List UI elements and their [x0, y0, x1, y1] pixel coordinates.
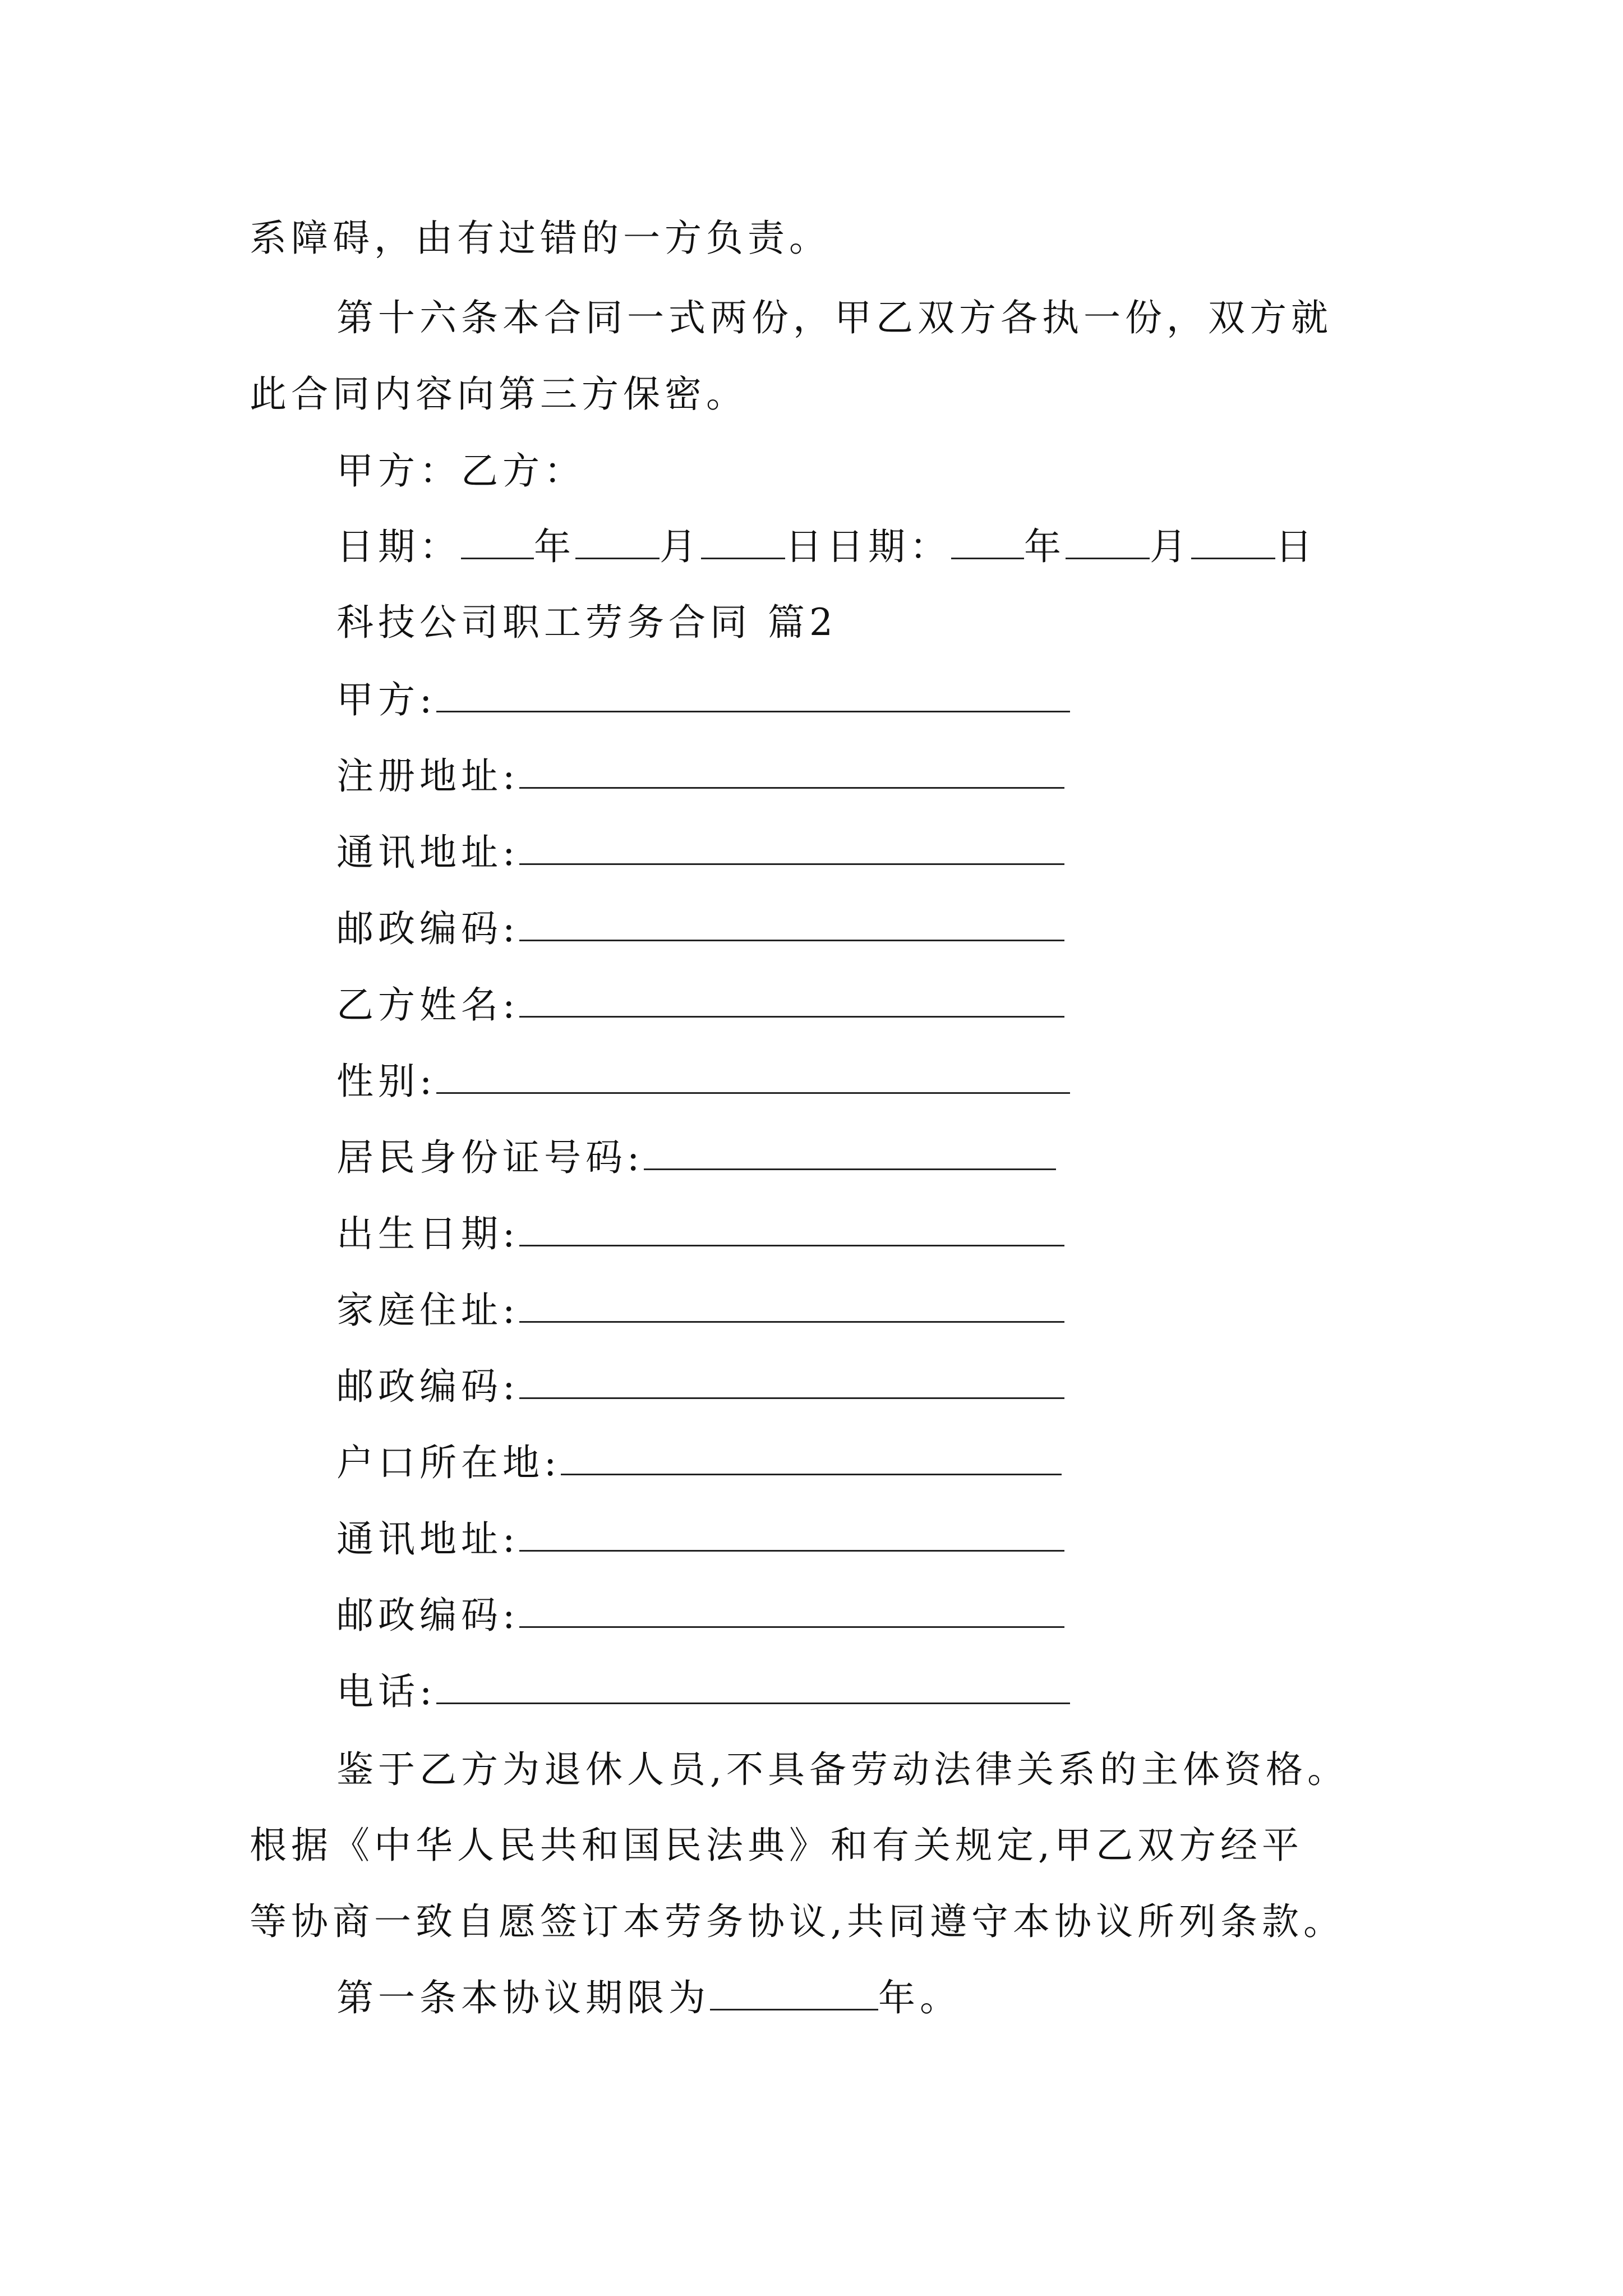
field-blank: [519, 1366, 1064, 1399]
field-label: 通讯地址:: [336, 1517, 520, 1561]
field-postal-code: [336, 1364, 1064, 1409]
month-label: 月: [660, 525, 701, 568]
signature-parties: 甲方：乙方：: [336, 449, 585, 493]
field-blank: [519, 756, 1064, 789]
field-registered-address: [336, 754, 1064, 799]
field-household-registration: [336, 1441, 1062, 1485]
year-label: 年: [1024, 525, 1066, 568]
field-id-number: [336, 1135, 1056, 1180]
field-label: 通讯地址:: [336, 831, 520, 874]
field-party-b-name: [336, 983, 1064, 1028]
field-blank: [561, 1442, 1062, 1475]
field-birth-date: [336, 1212, 1064, 1257]
field-blank: [436, 679, 1070, 712]
day-label: 日: [1275, 525, 1317, 568]
field-blank: [519, 984, 1064, 1018]
field-label: 注册地址:: [336, 754, 520, 798]
field-phone: [336, 1669, 1070, 1714]
year-label: 年: [534, 525, 575, 568]
field-party-a: [336, 678, 1070, 723]
date-line: [336, 524, 1317, 569]
field-label: 户口所在地:: [336, 1441, 561, 1484]
paragraph-line: 第十六条本合同一式两份，甲乙双方各执一份，双方就: [336, 296, 1332, 339]
field-blank: [436, 1671, 1070, 1704]
field-label: 邮政编码:: [336, 1365, 520, 1408]
field-blank: [519, 908, 1064, 941]
month-label: 月: [1150, 525, 1191, 568]
blank-line: [701, 528, 785, 559]
field-blank: [436, 1061, 1070, 1094]
clause-text: 第一条本协议期限为: [336, 1976, 710, 2019]
field-blank: [519, 1290, 1064, 1323]
clause-term: [336, 1976, 961, 2021]
blank-line: [461, 528, 534, 559]
date-label: 日期：: [336, 525, 461, 568]
paragraph-line: 根据《中华人民共和国民法典》和有关规定,甲乙双方经平: [250, 1824, 1303, 1867]
paragraph-line: 鉴于乙方为退休人员,不具备劳动法律关系的主体资格。: [336, 1748, 1349, 1791]
field-mailing-address: [336, 830, 1064, 875]
field-label: 电话:: [336, 1670, 437, 1713]
field-home-address: [336, 1288, 1064, 1333]
field-blank: [519, 1213, 1064, 1246]
field-blank: [519, 832, 1064, 865]
blank-line: [1066, 528, 1150, 559]
field-blank: [519, 1519, 1064, 1552]
field-postal-code: [336, 907, 1064, 951]
field-label: 邮政编码:: [336, 1594, 520, 1637]
field-label: 乙方姓名:: [336, 983, 520, 1027]
blank-line: [951, 528, 1024, 559]
term-blank: [710, 1980, 878, 2010]
blank-line: [575, 528, 660, 559]
field-mailing-address: [336, 1517, 1064, 1562]
paragraph-line: 此合同内容向第三方保密。: [250, 372, 748, 416]
paragraph-line: 系障碍，由有过错的一方负责。: [250, 217, 831, 260]
field-label: 性别:: [336, 1060, 437, 1103]
blank-line: [1191, 528, 1275, 559]
day-date-label: 日日期：: [785, 525, 951, 568]
field-postal-code: [336, 1593, 1064, 1638]
field-blank: [644, 1137, 1056, 1170]
field-label: 出生日期:: [336, 1212, 520, 1255]
section-title: 科技公司职工劳务合同 篇2: [336, 601, 837, 644]
field-blank: [519, 1595, 1064, 1628]
field-label: 甲方:: [336, 678, 437, 721]
clause-text: 年。: [878, 1976, 961, 2019]
field-label: 居民身份证号码:: [336, 1136, 644, 1179]
field-label: 家庭住址:: [336, 1289, 520, 1332]
field-label: 邮政编码:: [336, 907, 520, 950]
field-gender: [336, 1059, 1070, 1104]
paragraph-line: 等协商一致自愿签订本劳务协议,共同遵守本协议所列条款。: [250, 1900, 1345, 1943]
